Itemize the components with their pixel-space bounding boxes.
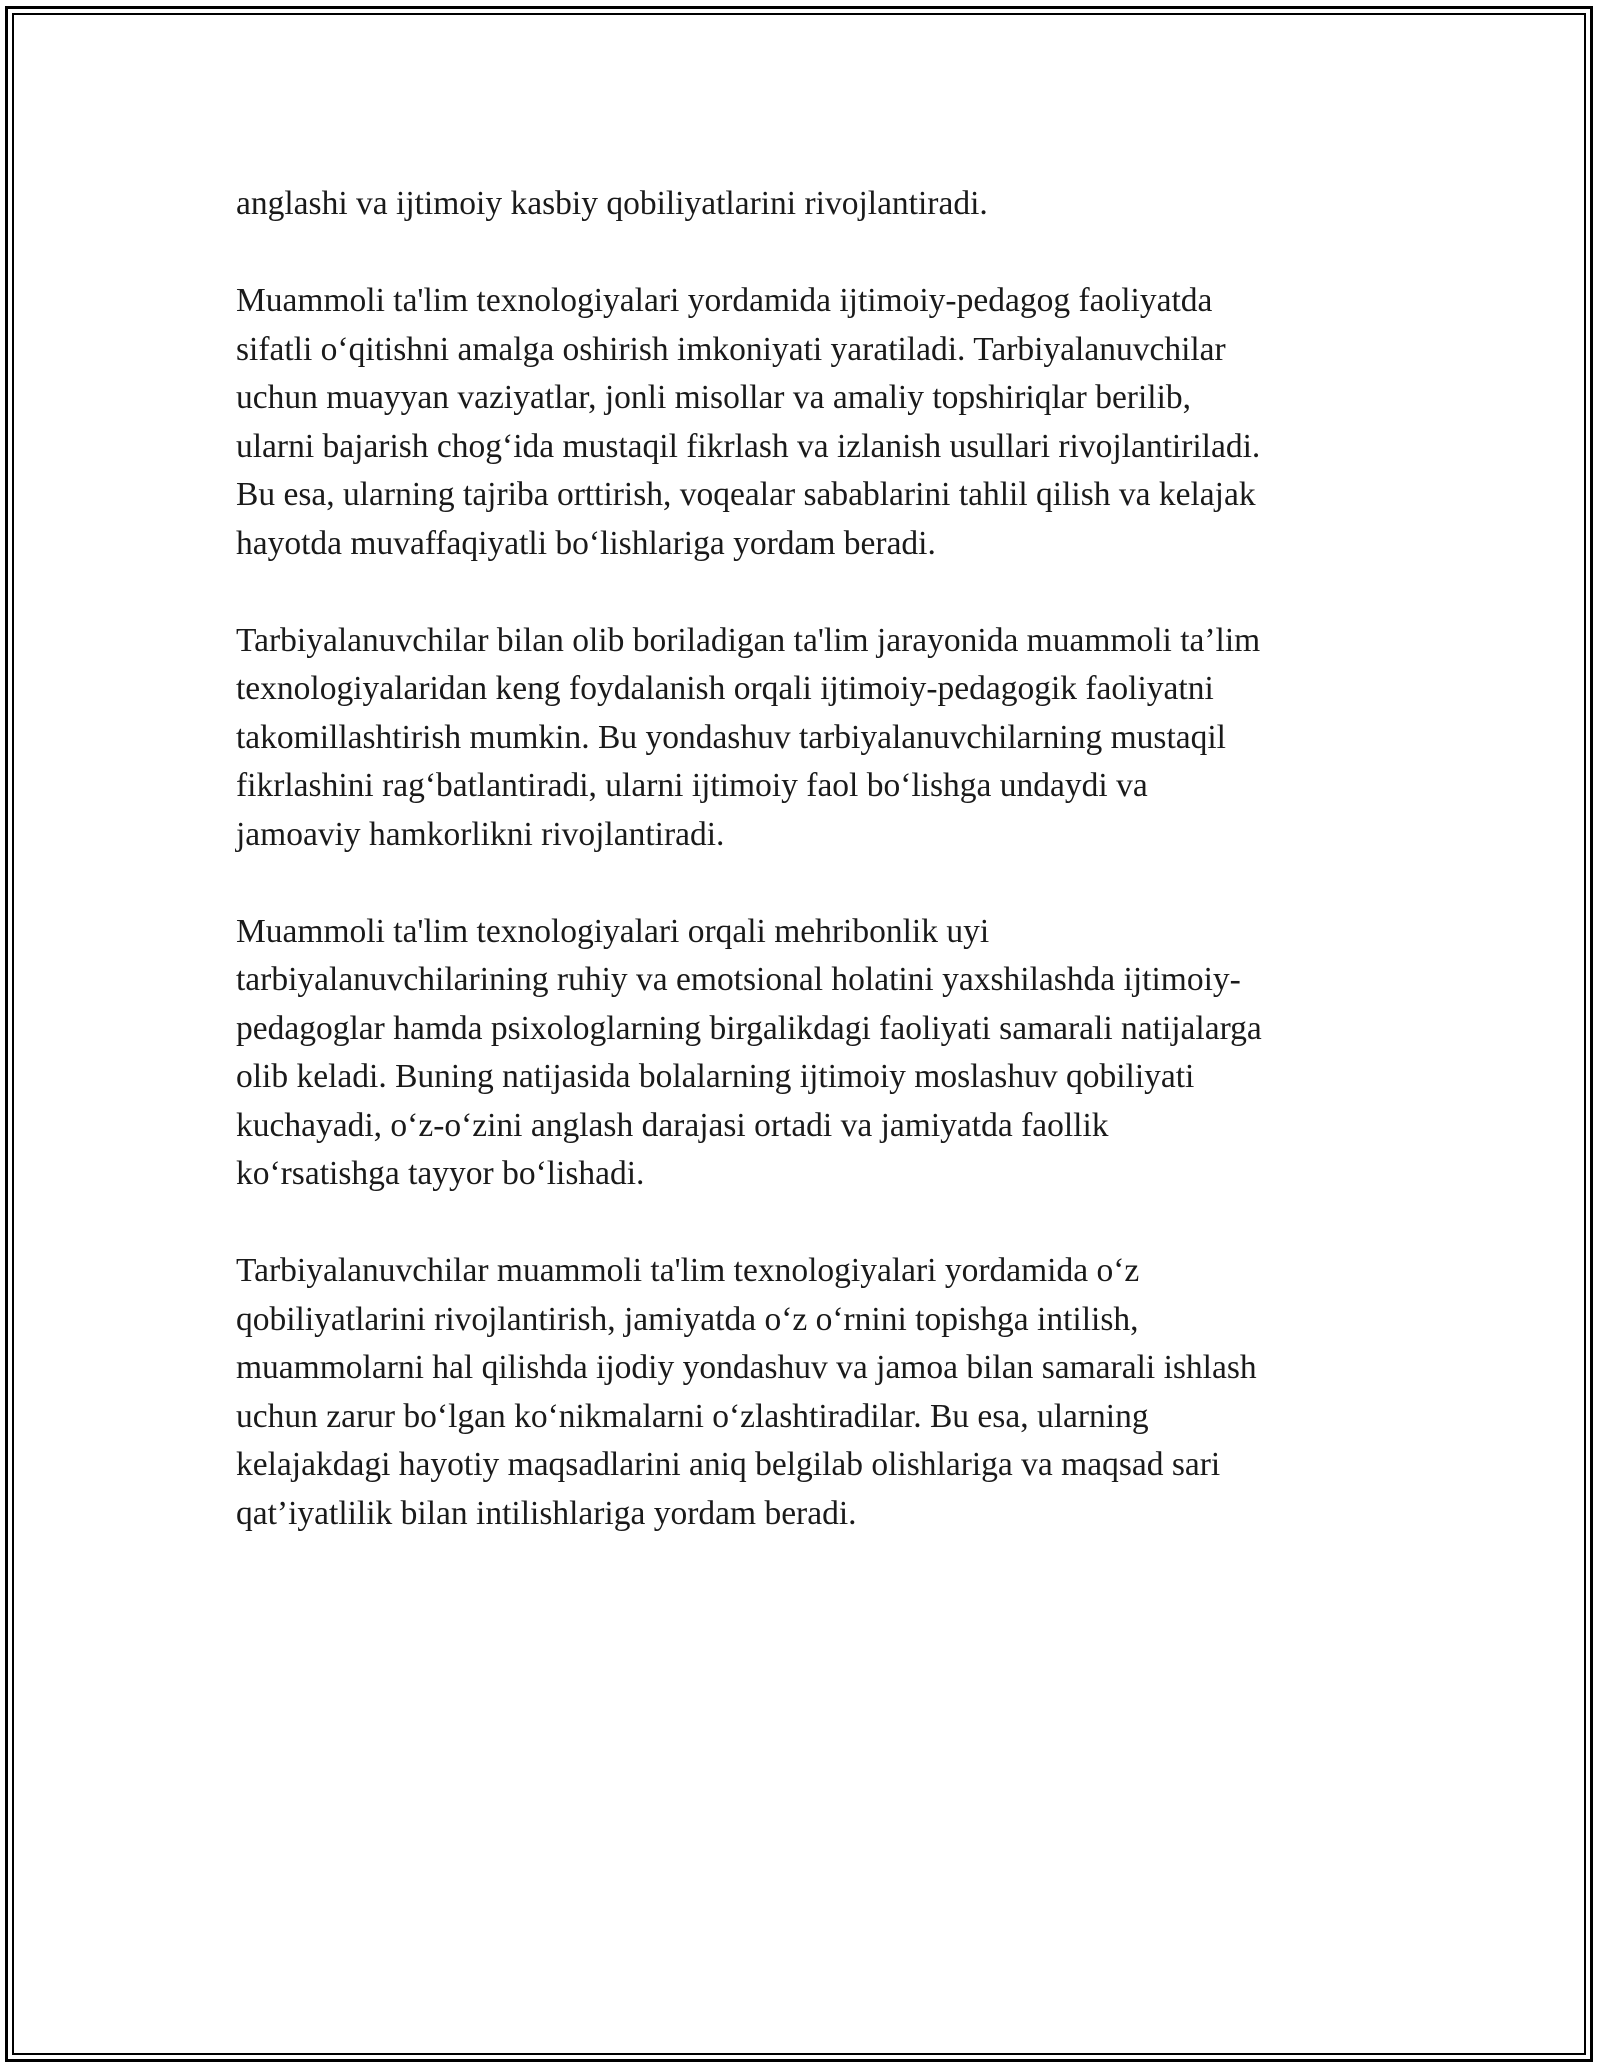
paragraph [236,180,1396,229]
text-line: muammolarni hal qilishda ijodiy yondashuv va jamoa bilan samarali ishlash [236,1349,1257,1386]
text-line: olib keladi. Buning natijasida bolalarning ijtimoiy moslashuv qobiliyati [236,1058,1195,1095]
text-line: sifatli o‘qitishni amalga oshirish imkoniyati yaratiladi. Tarbiyalanuvchilar [236,330,1226,368]
paragraph [236,1247,1396,1538]
text-line: qat’iyatlilik bilan intilishlariga yordam beradi. [236,1494,857,1532]
text-line: texnologiyalaridan keng foydalanish orqali ijtimoiy-pedagogik faoliyatni [236,670,1214,707]
text-line: fikrlashini rag‘batlantiradi, ularni ijtimoiy faol bo‘lishga undaydi va [236,767,1148,804]
text-line: ularni bajarish chog‘ida mustaqil fikrlash va izlanish usullari rivojlantiriladi. [236,427,1261,465]
document-body [236,180,1396,1587]
text-line: uchun zarur bo‘lgan ko‘nikmalarni o‘zlashtiradilar. Bu esa, ularning [236,1397,1149,1435]
text-line: tarbiyalanuvchilarining ruhiy va emotsional holatini yaxshilashda ijtimoiy- [236,961,1241,998]
text-line: takomillashtirish mumkin. Bu yondashuv tarbiyalanuvchilarning mustaqil [236,718,1226,756]
text-line: jamoaviy hamkorlikni rivojlantiradi. [236,815,725,853]
text-line: kuchayadi, o‘z-o‘zini anglash darajasi ortadi va jamiyatda faollik [236,1106,1109,1144]
text-line: Tarbiyalanuvchilar muammoli ta'lim texnologiyalari yordamida o‘z [236,1252,1140,1289]
text-line: Tarbiyalanuvchilar bilan olib boriladigan ta'lim jarayonida muammoli ta’lim [236,621,1261,659]
text-line: qobiliyatlarini rivojlantirish, jamiyatda o‘z o‘rnini topishga intilish, [236,1300,1139,1338]
text-line: Muammoli ta'lim texnologiyalari orqali mehribonlik uyi [236,912,990,950]
paragraph [236,908,1396,1199]
text-line: ko‘rsatishga tayyor bo‘lishadi. [236,1155,645,1192]
text-line: Muammoli ta'lim texnologiyalari yordamida ijtimoiy-pedagog faoliyatda [236,282,1213,319]
text-line: Bu esa, ularning tajriba orttirish, voqealar sabablarini tahlil qilish va kelajak [236,476,1256,513]
text-line: hayotda muvaffaqiyatli bo‘lishlariga yordam beradi. [236,524,936,562]
paragraph [236,617,1396,860]
text-line: pedagoglar hamda psixologlarning birgalikdagi faoliyati samarali natijalarga [236,1009,1262,1047]
text-line: kelajakdagi hayotiy maqsadlarini aniq belgilab olishlariga va maqsad sari [236,1446,1221,1483]
text-line: anglashi va ijtimoiy kasbiy qobiliyatlarini rivojlantiradi. [236,185,988,222]
text-line: uchun muayyan vaziyatlar, jonli misollar va amaliy topshiriqlar berilib, [236,379,1192,416]
paragraph [236,277,1396,568]
